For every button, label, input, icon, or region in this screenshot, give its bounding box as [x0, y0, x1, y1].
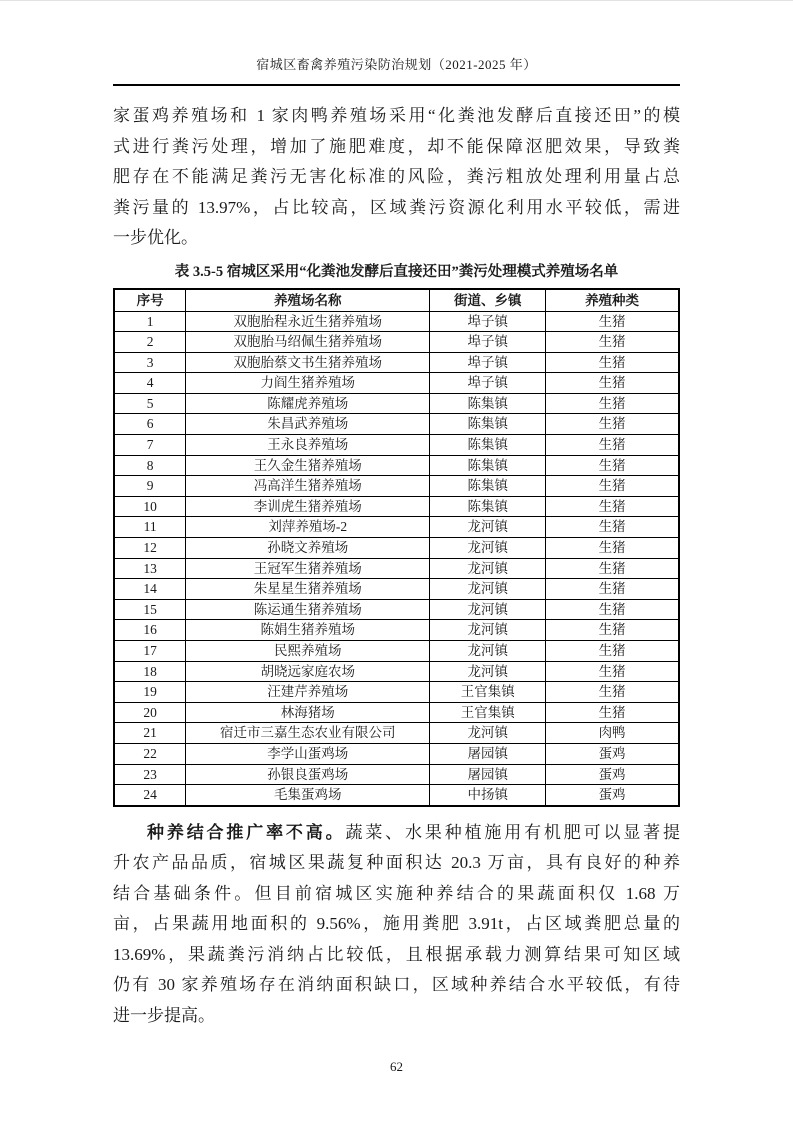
paragraph-line: 亩，占果蔬用地面积的 9.56%，施用粪肥 3.91t，占区域粪肥总量的: [113, 914, 680, 934]
table-cell: 蛋鸡: [546, 785, 679, 806]
table-cell: 力阎生猪养殖场: [186, 373, 430, 394]
table-cell: 埠子镇: [430, 332, 546, 353]
table-cell: 1: [114, 311, 186, 332]
table-cell: 16: [114, 620, 186, 641]
table-cell: 王官集镇: [430, 682, 546, 703]
table-cell: 双胞胎马绍佩生猪养殖场: [186, 332, 430, 353]
table-row: [114, 455, 679, 476]
table-row: [114, 743, 679, 764]
table-cell: 10: [114, 496, 186, 517]
table-row: [114, 496, 679, 517]
table-row: [114, 538, 679, 559]
table-cell: 15: [114, 599, 186, 620]
table-cell: 李学山蛋鸡场: [186, 743, 430, 764]
table-cell: 蛋鸡: [546, 743, 679, 764]
table-cell: 王永良养殖场: [186, 435, 430, 456]
column-header: 街道、乡镇: [430, 289, 546, 312]
table-cell: 生猪: [546, 538, 679, 559]
table-cell: 生猪: [546, 311, 679, 332]
farm-list-table: [113, 288, 680, 807]
table-cell: 陈集镇: [430, 496, 546, 517]
paragraph-lead: 种养结合推广率不高。: [147, 822, 346, 842]
table-cell: 宿迁市三嘉生态农业有限公司: [186, 723, 430, 744]
table-row: [114, 620, 679, 641]
paragraph-line: 结合基础条件。但目前宿城区实施种养结合的果蔬面积仅 1.68 万: [113, 883, 680, 903]
table-cell: 龙河镇: [430, 538, 546, 559]
table-cell: 孙晓文养殖场: [186, 538, 430, 559]
table-cell: 20: [114, 702, 186, 723]
table-cell: 王官集镇: [430, 702, 546, 723]
table-cell: 生猪: [546, 620, 679, 641]
table-cell: 李训虎生猪养殖场: [186, 496, 430, 517]
table-cell: 龙河镇: [430, 723, 546, 744]
table-cell: 3: [114, 352, 186, 373]
table-cell: 生猪: [546, 496, 679, 517]
table-row: [114, 641, 679, 662]
table-cell: 陈娟生猪养殖场: [186, 620, 430, 641]
table-cell: 屠园镇: [430, 743, 546, 764]
table-cell: 陈集镇: [430, 414, 546, 435]
table-cell: 21: [114, 723, 186, 744]
column-header: 序号: [114, 289, 186, 312]
table-cell: 王冠军生猪养殖场: [186, 558, 430, 579]
table-cell: 生猪: [546, 352, 679, 373]
table-row: [114, 352, 679, 373]
table-cell: 19: [114, 682, 186, 703]
paragraph-line: 13.69%，果蔬粪污消纳占比较低，且根据承载力测算结果可知区域: [113, 944, 680, 964]
table-cell: 陈集镇: [430, 393, 546, 414]
page-header: [113, 55, 680, 86]
table-cell: 龙河镇: [430, 579, 546, 600]
table-cell: 生猪: [546, 455, 679, 476]
table-cell: 龙河镇: [430, 661, 546, 682]
table-cell: 生猪: [546, 579, 679, 600]
column-header: 养殖种类: [546, 289, 679, 312]
paragraph-line: 家蛋鸡养殖场和 1 家肉鸭养殖场采用“化粪池发酵后直接还田”的模: [113, 106, 680, 125]
table-row: [114, 476, 679, 497]
table-row: [114, 785, 679, 806]
table-cell: 6: [114, 414, 186, 435]
paragraph-text: 蔬菜、水果种植施用有机肥可以显著提: [345, 822, 680, 842]
table-cell: 朱星星生猪养殖场: [186, 579, 430, 600]
table-cell: 陈集镇: [430, 476, 546, 497]
table-cell: 陈运通生猪养殖场: [186, 599, 430, 620]
paragraph-line: 粪污量的 13.97%，占比较高，区域粪污资源化利用水平较低，需进: [113, 197, 680, 217]
table-row: [114, 332, 679, 353]
table-cell: 胡晓远家庭农场: [186, 661, 430, 682]
table-cell: 肉鸭: [546, 723, 679, 744]
table-row: [114, 393, 679, 414]
table-cell: 2: [114, 332, 186, 353]
table-cell: 龙河镇: [430, 599, 546, 620]
header-title: 宿城区畜禽养殖污染防治规划（2021-2025 年）: [256, 57, 537, 72]
table-cell: 双胞胎蔡文书生猪养殖场: [186, 352, 430, 373]
page-body: [113, 101, 680, 1031]
column-header: 养殖场名称: [186, 289, 430, 312]
table-row: [114, 661, 679, 682]
table-cell: 蛋鸡: [546, 764, 679, 785]
table-cell: 毛集蛋鸡场: [186, 785, 430, 806]
table-cell: 冯高洋生猪养殖场: [186, 476, 430, 497]
paragraph-2: [113, 818, 680, 1032]
table-row: [114, 723, 679, 744]
table-cell: 龙河镇: [430, 620, 546, 641]
table-cell: 埠子镇: [430, 373, 546, 394]
table-cell: 中扬镇: [430, 785, 546, 806]
table-cell: 4: [114, 373, 186, 394]
table-row: [114, 702, 679, 723]
table-cell: 埠子镇: [430, 311, 546, 332]
table-cell: 生猪: [546, 682, 679, 703]
table-cell: 孙银良蛋鸡场: [186, 764, 430, 785]
table-row: [114, 599, 679, 620]
table-body: [114, 311, 679, 806]
table-cell: 生猪: [546, 599, 679, 620]
paragraph-line: 肥存在不能满足粪污无害化标准的风险，粪污粗放处理利用量占总: [113, 167, 680, 186]
table-cell: 生猪: [546, 517, 679, 538]
table-cell: 8: [114, 455, 186, 476]
table-row: [114, 414, 679, 435]
table-header-row: [114, 289, 679, 312]
table-cell: 生猪: [546, 641, 679, 662]
table-cell: 陈集镇: [430, 435, 546, 456]
table-cell: 龙河镇: [430, 517, 546, 538]
table-cell: 生猪: [546, 373, 679, 394]
header-rule: [113, 84, 680, 86]
paragraph-1: [113, 101, 680, 254]
paragraph-line: [113, 818, 680, 849]
table-cell: 埠子镇: [430, 352, 546, 373]
table-cell: 17: [114, 641, 186, 662]
table-cell: 7: [114, 435, 186, 456]
table-row: [114, 764, 679, 785]
table-cell: 23: [114, 764, 186, 785]
table-cell: 13: [114, 558, 186, 579]
table-row: [114, 311, 679, 332]
table-row: [114, 373, 679, 394]
table-cell: 22: [114, 743, 186, 764]
table-row: [114, 579, 679, 600]
paragraph-line: 进一步提高。: [113, 1005, 215, 1025]
paragraph-line: 式进行粪污处理，增加了施肥难度，却不能保障沤肥效果，导致粪: [113, 136, 680, 156]
table-row: [114, 435, 679, 456]
table-cell: 生猪: [546, 661, 679, 682]
table-cell: 12: [114, 538, 186, 559]
table-row: [114, 558, 679, 579]
table-cell: 王久金生猪养殖场: [186, 455, 430, 476]
table-row: [114, 517, 679, 538]
paragraph-line: 一步优化。: [113, 228, 198, 247]
table-row: [114, 682, 679, 703]
table-cell: 生猪: [546, 476, 679, 497]
table-cell: 汪建芹养殖场: [186, 682, 430, 703]
paragraph-line: 仍有 30 家养殖场存在消纳面积缺口，区域种养结合水平较低，有待: [113, 975, 680, 995]
table-cell: 民熙养殖场: [186, 641, 430, 662]
page-number: 62: [390, 1059, 403, 1075]
table-cell: 24: [114, 785, 186, 806]
table-cell: 双胞胎程永近生猪养殖场: [186, 311, 430, 332]
table-cell: 生猪: [546, 435, 679, 456]
table-cell: 林海猪场: [186, 702, 430, 723]
table-cell: 刘萍养殖场-2: [186, 517, 430, 538]
table-cell: 生猪: [546, 702, 679, 723]
paragraph-line: 升农产品品质，宿城区果蔬复种面积达 20.3 万亩，具有良好的种养: [113, 853, 680, 873]
table-cell: 陈集镇: [430, 455, 546, 476]
table-cell: 龙河镇: [430, 558, 546, 579]
table-cell: 陈耀虎养殖场: [186, 393, 430, 414]
table-cell: 龙河镇: [430, 641, 546, 662]
table-cell: 18: [114, 661, 186, 682]
table-cell: 5: [114, 393, 186, 414]
table-cell: 生猪: [546, 558, 679, 579]
table-cell: 生猪: [546, 393, 679, 414]
table-cell: 生猪: [546, 332, 679, 353]
table-cell: 9: [114, 476, 186, 497]
table-caption: 表 3.5-5 宿城区采用“化粪池发酵后直接还田”粪污处理模式养殖场名单: [174, 263, 619, 280]
table-cell: 14: [114, 579, 186, 600]
page-footer: [113, 1058, 680, 1076]
table-cell: 生猪: [546, 414, 679, 435]
table-cell: 朱昌武养殖场: [186, 414, 430, 435]
table-cell: 屠园镇: [430, 764, 546, 785]
table-cell: 11: [114, 517, 186, 538]
